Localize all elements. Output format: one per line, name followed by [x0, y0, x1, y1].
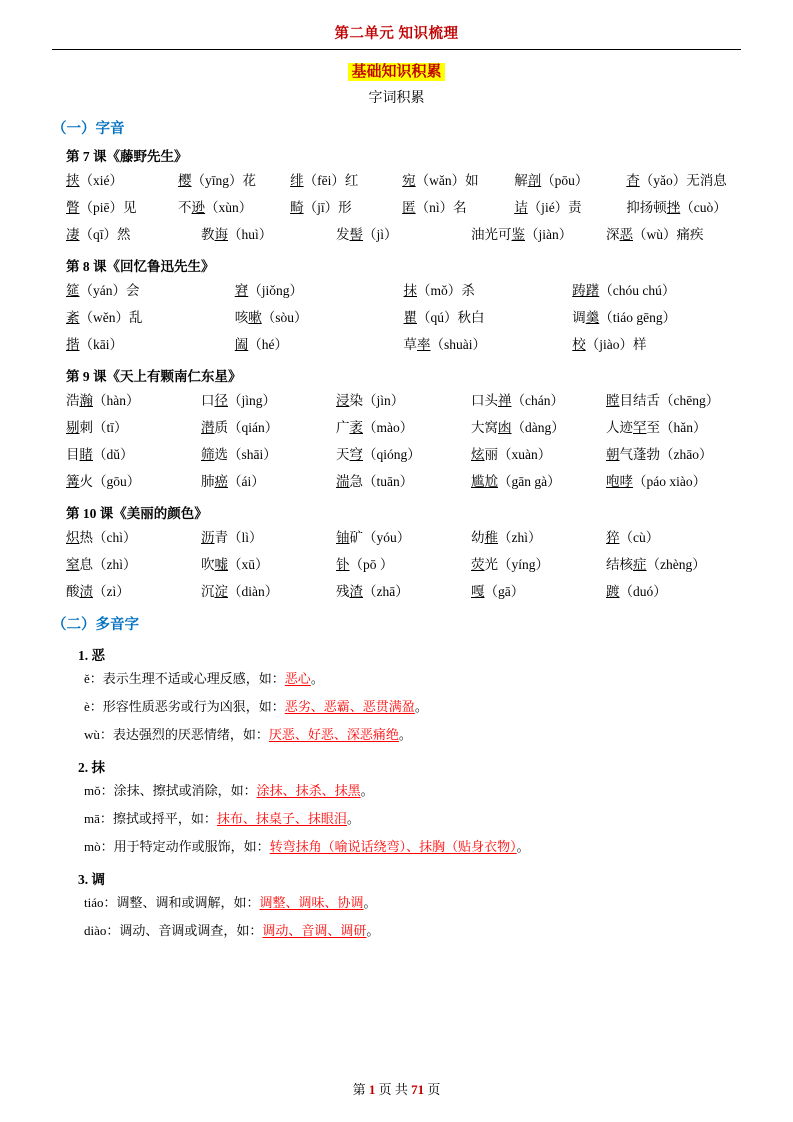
word-entry: 尴尬（gān gà） [471, 474, 561, 489]
polyphonic-line [84, 696, 741, 718]
word-row [66, 222, 741, 248]
word-entry: 口头禅（chán） [471, 393, 564, 408]
word-entry: 湍急（tuān） [336, 474, 414, 489]
word-entry: 调羹（tiáo gēng） [572, 310, 677, 325]
poly-pinyin: tiáo： [84, 895, 117, 910]
polyphonic-line [84, 920, 741, 942]
word-row [66, 195, 741, 221]
poly-end: 。 [414, 699, 428, 714]
word-entry: 抹（mǒ）杀 [403, 283, 475, 298]
word-row [66, 469, 741, 495]
poly-end: 。 [398, 727, 412, 742]
word-entry: 咆哮（páo xiào） [606, 474, 707, 489]
word-entry: 紊（wěn）乱 [66, 310, 143, 325]
word-entry: 窒息（zhì） [66, 557, 137, 572]
word-entry: 窘（jiǒng） [234, 283, 304, 298]
word-row [66, 442, 741, 468]
polyphonic-line [84, 724, 741, 746]
running-header: 第二单元 知识梳理 [334, 26, 459, 42]
word-entry: 匿（nì）名 [402, 200, 467, 215]
poly-end: 。 [310, 671, 324, 686]
word-row [66, 278, 741, 304]
page-title-text: 基础知识积累 [348, 63, 444, 81]
footer-middle: 页 共 [378, 1082, 408, 1097]
word-entry: 沉淀（diàn） [201, 584, 279, 599]
word-entry: 钋（pō ） [336, 557, 394, 572]
word-entry: 踌躇（chóu chú） [572, 283, 676, 298]
word-entry: 朝气蓬勃（zhāo） [606, 447, 713, 462]
word-row [66, 305, 741, 331]
word-entry: 浩瀚（hàn） [66, 393, 140, 408]
word-entry: 筛选（shāi） [201, 447, 277, 462]
word-entry: 人迹罕至（hǎn） [606, 420, 707, 435]
polyphonic-line [84, 668, 741, 690]
word-entry: 猝（cù） [606, 530, 660, 545]
poly-end: 。 [516, 839, 530, 854]
word-row [66, 552, 741, 578]
word-entry: 校（jiào）样 [572, 337, 647, 352]
word-entry: 结核症（zhèng） [606, 557, 706, 572]
word-entry: 瞥（piē）见 [66, 200, 137, 215]
poly-examples: 厌恶、好恶、深恶痛绝 [268, 727, 399, 742]
section-heading-pronunciation: （一）字音 [52, 121, 125, 137]
word-entry: 深恶（wù）痛疾 [606, 227, 704, 242]
word-entry: 揩（kāi） [66, 337, 123, 352]
poly-end: 。 [346, 811, 360, 826]
word-entry: 酸渍（zì） [66, 584, 130, 599]
footer-prefix: 第 [352, 1082, 366, 1097]
word-entry: 草率（shuài） [403, 337, 486, 352]
word-entry: 篝火（gōu） [66, 474, 141, 489]
word-entry: 踱（duó） [606, 584, 667, 599]
poly-pinyin: mā： [84, 811, 113, 826]
polyphonic-line [84, 780, 741, 802]
word-entry: 解剖（pōu） [514, 173, 589, 188]
word-entry: 炫丽（xuàn） [471, 447, 552, 462]
poly-text: 擦拭或捋平，如： [112, 811, 217, 826]
word-entry: 广袤（mào） [336, 420, 414, 435]
word-entry: 挟（xié） [66, 173, 123, 188]
word-entry: 瞿（qú）秋白 [403, 310, 485, 325]
section-heading-polyphonic: （二）多音字 [52, 617, 139, 633]
poly-examples: 转弯抹角（喻说话绕弯）、抹胸（贴身衣物） [269, 839, 517, 854]
word-entry: 目睹（dǔ） [66, 447, 134, 462]
poly-pinyin: ě： [84, 671, 103, 686]
poly-examples: 抹布、抹桌子、抹眼泪 [216, 811, 347, 826]
word-entry: 肺癌（ái） [201, 474, 265, 489]
word-entry: 不逊（xùn） [178, 200, 253, 215]
poly-pinyin: mǒ： [84, 783, 114, 798]
polyphonic-line [84, 836, 741, 858]
poly-text: 涂抹、擦拭或消除，如： [113, 783, 257, 798]
poly-text: 表达强烈的厌恶情绪，如： [112, 727, 269, 742]
word-entry: 口径（jìng） [201, 393, 277, 408]
word-row [66, 168, 741, 194]
poly-examples: 恶心 [284, 671, 311, 686]
word-entry: 瞠目结舌（chēng） [606, 393, 720, 408]
poly-pinyin: è： [84, 699, 103, 714]
poly-examples: 涂抹、抹杀、抹黑 [256, 783, 361, 798]
word-entry: 炽热（chì） [66, 530, 137, 545]
footer-page-number: 1 [368, 1082, 376, 1097]
word-row [66, 525, 741, 551]
word-entry: 荧光（yíng） [471, 557, 550, 572]
poly-text: 表示生理不适或心理反感，如： [102, 671, 285, 686]
header-divider [52, 49, 741, 50]
page-title [52, 60, 741, 81]
lesson-heading-9: 第 9 课《天上有颗南仁东星》 [66, 369, 242, 384]
word-entry: 浸染（jìn） [336, 393, 405, 408]
polyphonic-entry-title: 2. 抹 [78, 760, 105, 775]
poly-examples: 调动、音调、调研 [262, 923, 367, 938]
polyphonic-entry-title: 3. 调 [78, 872, 105, 887]
word-entry: 宛（wǎn）如 [402, 173, 479, 188]
lesson-heading-7: 第 7 课《藤野先生》 [66, 149, 188, 164]
polyphonic-line [84, 808, 741, 830]
page-subtitle: 字词积累 [368, 91, 425, 106]
word-entry: 油光可鉴（jiàn） [471, 227, 573, 242]
word-entry: 发髻（jì） [336, 227, 398, 242]
polyphonic-entry-title: 1. 恶 [78, 648, 105, 663]
word-entry: 天穹（qióng） [336, 447, 421, 462]
word-entry: 凄（qī）然 [66, 227, 131, 242]
footer-suffix: 页 [427, 1082, 441, 1097]
poly-pinyin: wù： [84, 727, 113, 742]
word-entry: 吹嘘（xū） [201, 557, 269, 572]
word-row [66, 332, 741, 358]
footer-total-pages: 71 [411, 1082, 425, 1097]
word-entry: 铀矿（yóu） [336, 530, 411, 545]
page-footer [0, 1079, 793, 1098]
word-entry: 杳（yǎo）无消息 [626, 173, 727, 188]
word-entry: 樱（yīng）花 [178, 173, 257, 188]
poly-end: 。 [360, 783, 374, 798]
word-entry: 潜质（qián） [201, 420, 279, 435]
poly-end: 。 [366, 923, 380, 938]
word-entry: 咳嗽（sòu） [234, 310, 308, 325]
word-entry: 诘（jié）责 [514, 200, 582, 215]
word-entry: 剔刺（tī） [66, 420, 128, 435]
lesson-heading-10: 第 10 课《美丽的颜色》 [66, 506, 208, 521]
lesson-heading-8: 第 8 课《回忆鲁迅先生》 [66, 259, 215, 274]
word-entry: 抑扬顿挫（cuò） [626, 200, 727, 215]
poly-text: 形容性质恶劣或行为凶狠，如： [102, 699, 285, 714]
word-row [66, 415, 741, 441]
poly-pinyin: diào： [84, 923, 120, 938]
word-entry: 残渣（zhā） [336, 584, 409, 599]
word-entry: 教诲（huì） [201, 227, 273, 242]
word-row [66, 388, 741, 414]
word-entry: 幼稚（zhì） [471, 530, 542, 545]
word-entry: 筵（yán）会 [66, 283, 140, 298]
poly-end: 。 [363, 895, 377, 910]
poly-text: 调整、调和或调解，如： [116, 895, 260, 910]
word-entry: 绯（fēi）红 [290, 173, 359, 188]
poly-text: 调动、音调或调查，如： [119, 923, 263, 938]
word-entry: 畸（jī）形 [290, 200, 352, 215]
word-entry: 大窝凼（dàng） [471, 420, 565, 435]
word-entry: 沥青（lì） [201, 530, 263, 545]
poly-pinyin: mò： [84, 839, 114, 854]
poly-examples: 调整、调味、协调 [259, 895, 364, 910]
word-row [66, 579, 741, 605]
polyphonic-line [84, 892, 741, 914]
poly-text: 用于特定动作或服饰，如： [113, 839, 270, 854]
word-entry: 嘎（gā） [471, 584, 525, 599]
poly-examples: 恶劣、恶霸、恶贯满盈 [284, 699, 415, 714]
word-entry: 阖（hé） [234, 337, 288, 352]
